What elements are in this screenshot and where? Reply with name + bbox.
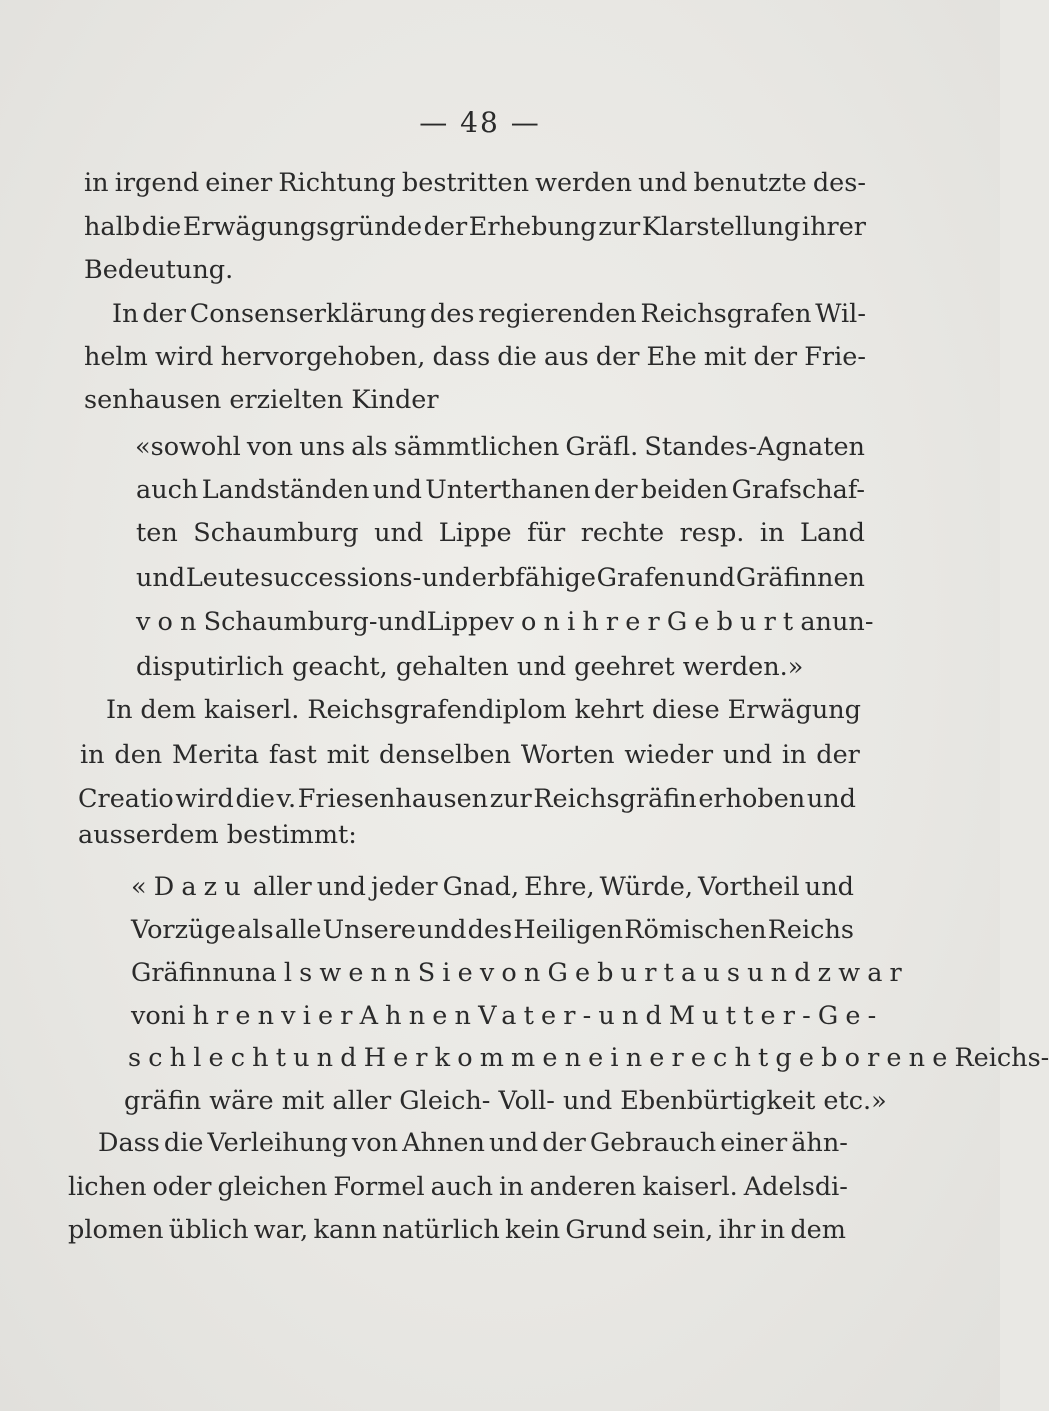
text-word: ihren — [177, 1001, 282, 1031]
text-word: disputirlich — [136, 652, 293, 682]
text-word: aus — [543, 342, 589, 372]
text-line — [128, 1043, 1049, 1073]
text-word: und — [377, 607, 427, 637]
text-word: und — [372, 475, 422, 505]
text-word: alle — [274, 915, 322, 945]
text-word: lichen — [68, 1172, 147, 1202]
text-word: und — [488, 1128, 539, 1158]
text-word: Leute — [185, 563, 260, 593]
text-word: Landständen — [201, 475, 370, 505]
text-word: die — [497, 342, 537, 372]
text-word: die — [141, 212, 182, 242]
text-word: und — [562, 1086, 621, 1116]
text-word: ihr — [718, 1215, 756, 1245]
text-word: Gräfl. — [565, 432, 639, 462]
text-word: eine — [588, 1043, 672, 1073]
text-word: erhoben — [698, 784, 806, 814]
text-word: als — [351, 432, 388, 462]
text-word: nun — [212, 958, 262, 988]
text-word: Gleich- — [399, 1086, 499, 1116]
text-word: Adelsdi- — [743, 1172, 848, 1202]
text-word: werden — [535, 168, 633, 198]
text-word: regierenden — [478, 299, 637, 329]
text-word: in — [759, 518, 785, 548]
text-word: die — [163, 1128, 204, 1158]
text-word: war, — [253, 1215, 309, 1245]
text-word: Geburt — [666, 607, 801, 637]
text-word: oder — [152, 1172, 212, 1202]
text-word: Herkommen — [363, 1043, 589, 1073]
text-word: irgend — [114, 168, 200, 198]
text-word: Lippe — [438, 518, 512, 548]
text-word: natürlich — [382, 1215, 500, 1245]
text-word: Dass — [98, 1128, 160, 1158]
text-word: den — [114, 740, 163, 770]
text-word: Heiligen — [513, 915, 624, 945]
text-word: Friesenhausen — [297, 784, 489, 814]
text-line — [112, 299, 866, 329]
text-word: Erwägung — [727, 695, 861, 725]
text-word: Ebenbürtigkeit — [620, 1086, 824, 1116]
text-word: etc.» — [823, 1086, 887, 1116]
text-word: Reichsgräfin — [533, 784, 697, 814]
text-word: und — [374, 518, 424, 548]
text-word: Gräfin — [131, 958, 213, 988]
text-word: Gebrauch — [589, 1128, 717, 1158]
text-word: üblich — [168, 1215, 249, 1245]
text-word: von — [246, 432, 294, 462]
text-word: Reichsgrafen — [640, 299, 812, 329]
text-line — [136, 652, 865, 682]
text-word: und — [417, 915, 467, 945]
text-word: In — [112, 299, 139, 329]
text-word: Erwägungsgründe — [182, 212, 423, 242]
text-line — [131, 915, 854, 945]
text-word: Wil- — [815, 299, 866, 329]
text-word: Geburt — [547, 958, 681, 988]
text-line — [131, 1001, 884, 1031]
text-word: Erhebung — [468, 212, 597, 242]
text-word: un- — [831, 607, 874, 637]
text-word: in — [760, 1215, 786, 1245]
text-word: Formel — [333, 1172, 425, 1202]
text-word: ten — [136, 518, 178, 548]
text-line — [135, 432, 865, 462]
text-word: als — [237, 915, 274, 945]
text-line — [131, 872, 854, 902]
text-word: aller — [252, 872, 312, 902]
text-word: und — [293, 1043, 364, 1073]
text-word: v. — [276, 784, 297, 814]
text-word: gräfin — [124, 1086, 210, 1116]
text-word: vier — [281, 1001, 360, 1031]
text-line — [84, 385, 866, 415]
text-word: uns — [299, 432, 346, 462]
text-line — [136, 475, 865, 505]
text-word: dem — [790, 1215, 846, 1245]
text-word: in — [80, 740, 105, 770]
text-word: rechtgeborene — [671, 1043, 955, 1073]
text-word: plomen — [68, 1215, 164, 1245]
text-word: an — [800, 607, 832, 637]
text-word: diese — [651, 695, 720, 725]
text-word: in — [781, 740, 807, 770]
text-word: von — [499, 607, 568, 637]
text-word: als — [261, 958, 320, 988]
text-word: Standes-Agnaten — [644, 432, 865, 462]
text-word: In — [106, 695, 133, 725]
text-word: dass — [432, 342, 491, 372]
text-word: Ahnen — [359, 1001, 479, 1031]
text-word: anderen — [529, 1172, 637, 1202]
text-word: sämmtlichen — [393, 432, 560, 462]
text-word: Ahnen — [402, 1128, 485, 1158]
text-word: Vortheil — [698, 872, 800, 902]
text-word: senhausen — [84, 385, 230, 415]
text-word: gehalten — [395, 652, 517, 682]
text-word: Gräfinnen — [735, 563, 865, 593]
text-line — [98, 1128, 848, 1158]
text-word: Mutter-Ge- — [668, 1001, 884, 1031]
text-word: des- — [812, 168, 866, 198]
text-word: mit — [326, 740, 370, 770]
text-line — [131, 958, 909, 988]
text-word: fast — [268, 740, 317, 770]
text-word: Römischen — [624, 915, 767, 945]
text-line — [136, 607, 874, 637]
text-word: Worten — [520, 740, 615, 770]
text-word: Vorzüge — [131, 915, 236, 945]
text-word: mit — [281, 1086, 333, 1116]
text-word: einer — [720, 1128, 788, 1158]
text-word: zur — [489, 784, 532, 814]
text-word: Verleihung — [207, 1128, 348, 1158]
text-word: zur — [598, 212, 641, 242]
text-line — [78, 784, 856, 814]
text-word: der — [816, 740, 860, 770]
text-word: und — [747, 958, 818, 988]
text-word: Sie — [417, 958, 480, 988]
text-word: Schaumburg — [193, 518, 359, 548]
text-line — [80, 740, 860, 770]
text-word: Ehe — [646, 342, 697, 372]
text-line — [84, 342, 866, 372]
text-word: Vater- — [478, 1001, 599, 1031]
text-word: helm — [84, 342, 148, 372]
text-word: auch — [430, 1172, 494, 1202]
text-word: Consenserklärung — [189, 299, 427, 329]
text-word: Unterthanen — [425, 475, 591, 505]
text-word: gleichen — [217, 1172, 328, 1202]
text-word: und — [598, 1001, 669, 1031]
text-word: erzielten — [229, 385, 352, 415]
text-word: des — [429, 299, 475, 329]
text-word: ihrer — [567, 607, 667, 637]
text-word: auch — [136, 475, 199, 505]
text-word: denselben — [379, 740, 512, 770]
text-word: und — [421, 563, 472, 593]
text-word: «Dazu — [131, 872, 248, 902]
text-word: kaiserl. — [203, 695, 300, 725]
text-word: Voll- — [498, 1086, 563, 1116]
text-word: resp. — [679, 518, 745, 548]
text-word: aus — [680, 958, 748, 988]
text-word: halb — [84, 212, 141, 242]
text-word: Richtung — [278, 168, 396, 198]
text-word: kann — [313, 1215, 378, 1245]
text-word: ausserdem — [78, 820, 227, 850]
text-word: geehret — [574, 652, 683, 682]
text-line — [68, 1172, 848, 1202]
text-word: mit — [703, 342, 747, 372]
page-number: — 48 — — [419, 106, 541, 139]
text-word: kein — [505, 1215, 561, 1245]
text-word: jeder — [370, 872, 438, 902]
text-word: dem — [140, 695, 197, 725]
text-word: schlecht — [128, 1043, 294, 1073]
text-line — [78, 820, 856, 850]
text-word: von — [136, 607, 204, 637]
text-word: und — [638, 168, 688, 198]
text-word: der — [595, 342, 640, 372]
text-word: und — [516, 652, 575, 682]
text-word: Unsere — [322, 915, 417, 945]
text-word: in — [84, 168, 109, 198]
text-word: wieder — [624, 740, 714, 770]
text-word: Grund — [565, 1215, 648, 1245]
text-line — [84, 255, 866, 285]
text-word: «sowohl — [135, 432, 241, 462]
text-word: aller — [332, 1086, 400, 1116]
text-word: ihrer — [801, 212, 866, 242]
text-word: Grafschaf- — [731, 475, 865, 505]
text-word: kaiserl. — [642, 1172, 738, 1202]
text-word: hervorgehoben, — [220, 342, 426, 372]
text-word: in — [499, 1172, 524, 1202]
text-word: Bedeutung. — [84, 255, 234, 285]
text-word: und — [316, 872, 366, 902]
text-word: sein, — [652, 1215, 714, 1245]
text-line — [124, 1086, 887, 1116]
text-word: bestimmt: — [226, 820, 357, 850]
text-word: Ehre, — [524, 872, 595, 902]
text-word: erbfähige — [471, 563, 596, 593]
text-word: zwar — [817, 958, 909, 988]
text-word: der — [593, 475, 638, 505]
text-word: und — [722, 740, 773, 770]
text-word: die — [235, 784, 276, 814]
text-word: von — [351, 1128, 399, 1158]
text-word: und — [804, 872, 854, 902]
text-word: Reichs- — [954, 1043, 1049, 1073]
text-line — [84, 168, 866, 198]
text-word: von — [131, 1001, 178, 1031]
text-line — [106, 695, 861, 725]
text-word: einer — [205, 168, 273, 198]
text-word: Schaumburg- — [203, 607, 378, 637]
text-word: bestritten — [401, 168, 530, 198]
text-word: Kinder — [351, 385, 439, 415]
text-word: Würde, — [599, 872, 693, 902]
text-line — [136, 563, 865, 593]
text-word: wird — [154, 342, 214, 372]
text-word: von — [479, 958, 548, 988]
text-word: Frie- — [804, 342, 866, 372]
text-word: rechte — [580, 518, 665, 548]
text-word: Reichs — [767, 915, 854, 945]
text-word: und — [686, 563, 736, 593]
text-word: beiden — [640, 475, 729, 505]
text-word: wäre — [209, 1086, 282, 1116]
text-word: Reichsgrafendiplom — [307, 695, 567, 725]
text-line — [84, 212, 866, 242]
text-word: der — [542, 1128, 586, 1158]
text-word: wird — [175, 784, 234, 814]
text-word: successions- — [260, 563, 422, 593]
text-word: der — [142, 299, 186, 329]
text-word: Land — [800, 518, 865, 548]
text-word: benutzte — [693, 168, 807, 198]
text-word: ähn- — [791, 1128, 848, 1158]
text-word: für — [527, 518, 566, 548]
text-line — [68, 1215, 846, 1245]
text-word: und — [136, 563, 186, 593]
text-word: der — [423, 212, 468, 242]
text-word: werden.» — [682, 652, 804, 682]
text-word: kehrt — [574, 695, 645, 725]
text-word: der — [753, 342, 798, 372]
text-word: wenn — [319, 958, 418, 988]
text-word: und — [806, 784, 856, 814]
text-word: des — [467, 915, 513, 945]
text-word: Creatio — [78, 784, 174, 814]
text-line — [136, 518, 865, 548]
text-word: Grafen — [596, 563, 686, 593]
text-word: Merita — [172, 740, 260, 770]
text-word: Gnad, — [442, 872, 520, 902]
text-word: Lippe — [426, 607, 500, 637]
text-word: Klarstellung — [641, 212, 801, 242]
text-word: geacht, — [292, 652, 396, 682]
